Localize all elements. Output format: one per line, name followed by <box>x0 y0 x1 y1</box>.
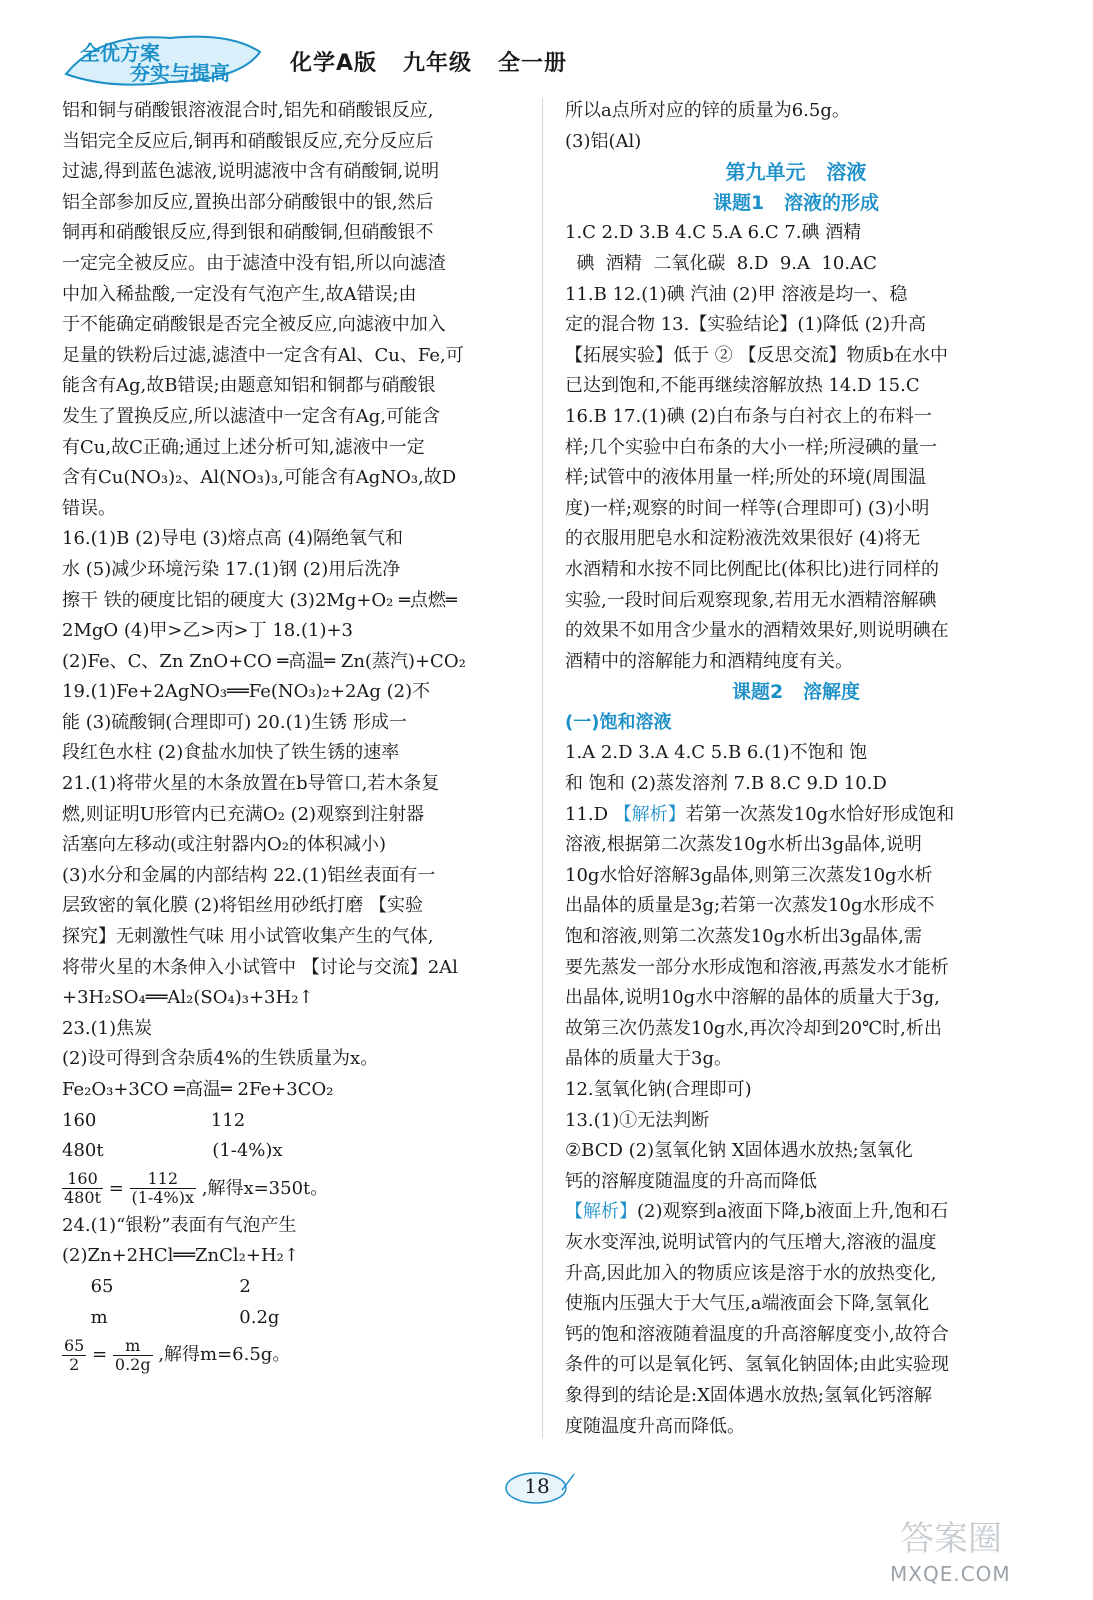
unit-title: 第九单元 溶液 <box>725 160 867 185</box>
fraction: $\frac{m}{0.2g}$ <box>114 1335 151 1374</box>
answer-line: 13.(1)①无法判断 <box>565 1109 710 1131</box>
answer-line: 酒精中的溶解能力和酒精纯度有关。 <box>565 650 853 672</box>
answer-line: 样;几个实验中白布条的大小一样;所浸碘的量一 <box>565 436 938 458</box>
answer-line: 出晶体,说明10g水中溶解的晶体的质量大于3g, <box>565 987 940 1009</box>
fraction: $\frac{112}{(1-4\%)x}$ <box>131 1169 194 1208</box>
answer-line: 故第三次仍蒸发10g水,再次冷却到20℃时,析出 <box>565 1017 942 1039</box>
result-text: ,解得m=6.5g。 <box>158 1344 291 1366</box>
answer-line: 24.(1)“银粉”表面有气泡产生 <box>62 1214 297 1236</box>
answer-line: 1.A 2.D 3.A 4.C 5.B 6.(1)不饱和 饱 <box>565 742 868 764</box>
answers-16-23 <box>62 524 520 1166</box>
text-line: 中加入稀盐酸,一定没有气泡产生,故A错误;由 <box>62 283 417 305</box>
answer-line: 使瓶内压强大于大气压,a端液面会下降,氢氧化 <box>565 1293 930 1315</box>
text-line: 当铝完全反应后,铜再和硝酸银反应,充分反应后 <box>62 130 434 152</box>
answer-line: 晶体的质量大于3g。 <box>565 1048 732 1070</box>
text-line: 所以a点所对应的锌的质量为6.5g。 <box>565 100 850 121</box>
text-line: 错误。 <box>62 497 116 519</box>
answer-line: 钙的饱和溶液随着温度的升高溶解度变小,故符合 <box>565 1323 949 1345</box>
answer-line: 段红色水柱 (2)食盐水加快了铁生锈的速率 <box>62 742 400 764</box>
text-line: (3)铝(Al) <box>565 130 642 152</box>
answer-line: 条件的可以是氧化钙、氢氧化钠固体;由此实验现 <box>565 1354 950 1376</box>
page-number: 18 <box>524 1474 550 1498</box>
text-line: 一定完全被反应。由于滤渣中没有铝,所以向滤渣 <box>62 252 446 274</box>
logo-line1: 全优方案 <box>80 41 160 65</box>
answer-line: 出晶体的质量是3g;若第一次蒸发10g水形成不 <box>565 895 935 917</box>
right-column <box>565 96 1027 1442</box>
answer-line: 要先蒸发一部分水形成饱和溶液,再蒸发水才能析 <box>565 956 949 978</box>
lesson1-answers <box>565 218 1027 677</box>
page-header <box>60 30 1040 94</box>
fraction: $\frac{65}{2}$ <box>64 1335 85 1374</box>
answer-line: 23.(1)焦炭 <box>62 1017 153 1039</box>
analysis-tag: 【解析】 <box>565 1201 637 1223</box>
analysis-tag: 【解析】 <box>613 803 686 825</box>
answer-line: 【拓展实验】低于 ② 【反思交流】物质b在水中 <box>565 344 948 366</box>
fraction: $\frac{160}{480t}$ <box>64 1169 101 1208</box>
answer-line: 擦干 铁的硬度比铝的硬度大 (3)2Mg+O₂ ═点燃═ <box>62 589 457 611</box>
answer-line: 21.(1)将带火星的木条放置在b导管口,若木条复 <box>62 773 440 795</box>
text-line: 足量的铁粉后过滤,滤渣中一定含有Al、Cu、Fe,可 <box>62 344 464 366</box>
lesson-title: 课题1 溶液的形成 <box>712 191 880 214</box>
proportion-equation-24: $\frac{65}{2}$ = $\frac{m}{0.2g}$ ,解得m=6.5g。 <box>64 1335 291 1374</box>
watermark-text: MXQE.COM <box>890 1562 1011 1586</box>
answer-line-11: 11.D 【解析】若第一次蒸发10g水恰好形成饱和 <box>565 803 955 825</box>
answer-line: 11.B 12.(1)碘 汽油 (2)甲 溶液是均一、稳 <box>565 283 908 305</box>
answer-line: 升高,因此加入的物质应该是溶于水的放热变化, <box>565 1262 937 1284</box>
answer-line: 钙的溶解度随温度的升高而降低 <box>565 1170 817 1192</box>
answer-line: 象得到的结论是:X固体遇水放热;氢氧化钙溶解 <box>565 1384 932 1406</box>
proportion-equation-23: $\frac{160}{480t}$ = $\frac{112}{(1-4\%)x}$ ,解得x=350t。 <box>64 1169 329 1208</box>
answer-line: 实验,一段时间后观察现象,若用无水酒精溶解碘 <box>565 589 937 611</box>
answer-line: (3)水分和金属的内部结构 22.(1)铝丝表面有一 <box>62 864 436 886</box>
answer-24 <box>62 1211 520 1333</box>
answer-line: 19.(1)Fe+2AgNO₃══Fe(NO₃)₂+2Ag (2)不 <box>62 681 431 703</box>
answer-line: ②BCD (2)氢氧化钠 X固体遇水放热;氢氧化 <box>565 1140 913 1162</box>
analysis-paragraph <box>62 96 520 524</box>
answer-line: 度)一样;观察的时间一样等(合理即可) (3)小明 <box>565 497 930 519</box>
column-divider <box>542 98 543 1438</box>
answer-line: +3H₂SO₄══Al₂(SO₄)₃+3H₂↑ <box>62 987 314 1009</box>
answer-line: 样;试管中的液体用量一样;所处的环境(周围温 <box>565 467 927 489</box>
answer-line: 活塞向左移动(或注射器内O₂的体积减小) <box>62 834 387 856</box>
answer-line: 2MgO (4)甲>乙>丙>丁 18.(1)+3 <box>62 620 354 642</box>
answer-line: 的衣服用肥皂水和淀粉液洗效果很好 (4)将无 <box>565 528 921 550</box>
text-line: 铝全部参加反应,置换出部分硝酸银中的银,然后 <box>62 191 434 213</box>
equation-line: 480t (1-4%)x <box>62 1140 283 1162</box>
equation-line: 65 2 <box>62 1275 251 1297</box>
part-title: (一)饱和溶液 <box>565 711 672 733</box>
answer-line: 溶液,根据第二次蒸发10g水析出3g晶体,说明 <box>565 834 922 856</box>
answer-line: 探究】无刺激性气味 用小试管收集产生的气体, <box>62 926 434 948</box>
answer-line: 碘 酒精 二氧化碳 8.D 9.A 10.AC <box>565 252 877 274</box>
answer-line: 1.C 2.D 3.B 4.C 5.A 6.C 7.碘 酒精 <box>565 222 862 244</box>
equation-line: m 0.2g <box>62 1306 280 1328</box>
answer-line: 水酒精和水按不同比例配比(体积比)进行同样的 <box>565 558 940 580</box>
answer-line: (2)Fe、C、Zn ZnO+CO ═高温═ Zn(蒸汽)+CO₂ <box>62 650 466 672</box>
equation-line: Fe₂O₃+3CO ═高温═ 2Fe+3CO₂ <box>62 1079 334 1100</box>
equation-line: (2)Zn+2HCl══ZnCl₂+H₂↑ <box>62 1245 299 1267</box>
answer-line: 10g水恰好溶解3g晶体,则第三次蒸发10g水析 <box>565 864 933 886</box>
text-line: 发生了置换反应,所以滤渣中一定含有Ag,可能含 <box>62 405 440 427</box>
text-line: 铜再和硝酸银反应,得到银和硝酸铜,但硝酸银不 <box>62 222 434 244</box>
answer-line: 饱和溶液,则第二次蒸发10g水析出3g晶体,需 <box>565 926 922 948</box>
answer-line: 灰水变浑浊,说明试管内的气压增大,溶液的温度 <box>565 1231 937 1253</box>
answer-line: 12.氢氧化钠(合理即可) <box>565 1079 752 1100</box>
equation-line: 160 112 <box>62 1109 246 1131</box>
result-text: ,解得x=350t。 <box>201 1177 329 1199</box>
text-line: 过滤,得到蓝色滤液,说明滤液中含有硝酸铜,说明 <box>62 161 440 183</box>
text-line: 于不能确定硝酸银是否完全被反应,向滤液中加入 <box>62 314 446 336</box>
answer-line: 层致密的氧化膜 (2)将铝丝用砂纸打磨 【实验 <box>62 895 423 917</box>
logo-line2: 夯实与提高 <box>130 61 230 85</box>
answer-line-13-analysis: 【解析】(2)观察到a液面下降,b液面上升,饱和石 <box>565 1201 949 1223</box>
answer-line: 和 饱和 (2)蒸发溶剂 7.B 8.C 9.D 10.D <box>565 773 887 795</box>
text-line: 含有Cu(NO₃)₂、Al(NO₃)₃,可能含有AgNO₃,故D <box>62 467 457 489</box>
answer-line: 已达到饱和,不能再继续溶解放热 14.D 15.C <box>565 375 920 397</box>
answer-line: 能 (3)硫酸铜(合理即可) 20.(1)生锈 形成一 <box>62 711 407 733</box>
left-column <box>62 96 520 1377</box>
text-line: 铝和铜与硝酸银溶液混合时,铝先和硝酸银反应, <box>62 100 434 121</box>
answer-line: 的效果不如用含少量水的酒精效果好,则说明碘在 <box>565 620 949 642</box>
lesson-title: 课题2 溶解度 <box>731 681 861 704</box>
text-line: 能含有Ag,故B错误;由题意知铝和铜都与硝酸银 <box>62 375 436 397</box>
answer-line: 定的混合物 13.【实验结论】(1)降低 (2)升高 <box>565 314 927 336</box>
answer-line: 16.(1)B (2)导电 (3)熔点高 (4)隔绝氧气和 <box>62 528 404 550</box>
answer-line: 度随温度升高而降低。 <box>565 1415 745 1437</box>
text-line: 有Cu,故C正确;通过上述分析可知,滤液中一定 <box>62 436 425 458</box>
svg-text:答案圈: 答案圈 <box>900 1519 1002 1559</box>
answer-line: 将带火星的木条伸入小试管中 【讨论与交流】2Al <box>62 956 458 978</box>
book-logo <box>60 30 265 90</box>
book-title: 化学A版 九年级 全一册 <box>290 51 567 76</box>
answer-line: (2)设可得到含杂质4%的生铁质量为x。 <box>62 1048 379 1070</box>
answer-line: 燃,则证明U形管内已充满O₂ (2)观察到注射器 <box>62 803 425 825</box>
answer-line: 16.B 17.(1)碘 (2)白布条与白衬衣上的布料一 <box>565 405 932 427</box>
answer-line: 水 (5)减少环境污染 17.(1)钢 (2)用后洗净 <box>62 558 401 580</box>
